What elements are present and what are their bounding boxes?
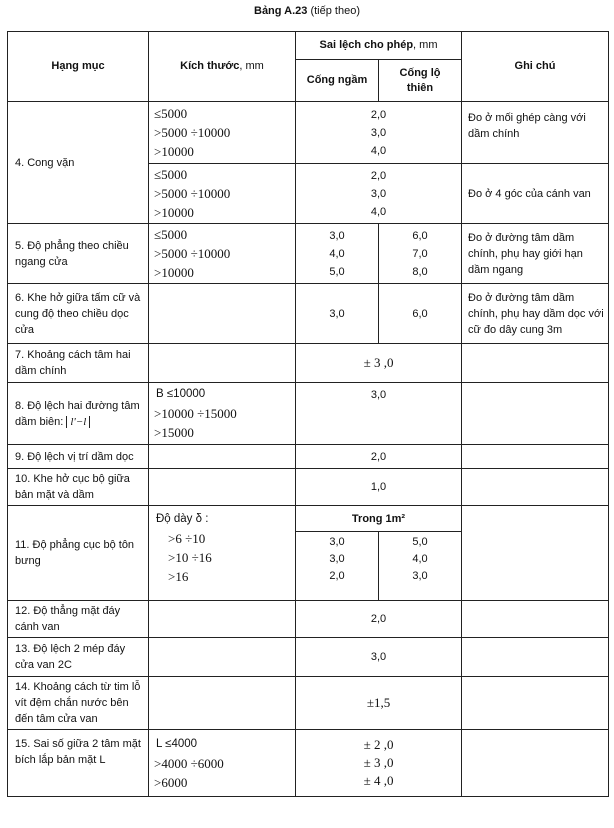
dim-value: >10000 xyxy=(154,144,194,159)
table-row xyxy=(8,284,609,344)
dim-cell xyxy=(149,445,296,469)
note-cell: Đo ở 4 góc của cánh van xyxy=(462,164,609,224)
header-kich-thuoc xyxy=(149,32,296,102)
tolerance-value: 2,0 xyxy=(370,108,387,121)
row-label: 4. Cong vặn xyxy=(8,102,149,224)
tolerance-value: 6,0 xyxy=(412,229,428,242)
tolerance-value: 3,0 xyxy=(329,553,345,565)
cong-ngam-cell: 3,0 xyxy=(296,284,379,344)
note-cell: Đo ở mối ghép càng với dầm chính xyxy=(462,102,609,164)
dim-value: >16 xyxy=(168,569,189,584)
table-row xyxy=(8,469,609,506)
cong-ngam-cell xyxy=(296,224,379,284)
tolerance-value: 4,0 xyxy=(370,144,387,157)
note-cell xyxy=(462,638,609,677)
tolerance-value: 2,0 xyxy=(370,169,387,182)
caption-rest: (tiếp theo) xyxy=(310,5,360,17)
tolerance-cell: 2,0 xyxy=(296,445,462,469)
tolerance-value: 5,0 xyxy=(329,265,345,278)
dim-value: ≤5000 xyxy=(154,106,188,121)
cong-lo-thien-cell: 6,0 xyxy=(379,284,462,344)
dim-cell xyxy=(149,164,296,224)
cong-ngam-cell xyxy=(296,532,379,601)
dim-value: >10000 xyxy=(154,205,194,220)
note-cell xyxy=(462,730,609,797)
header-sai-lech-unit: , mm xyxy=(413,39,438,51)
tolerance-cell: ±1,5 xyxy=(296,677,462,730)
row-label: 12. Độ thẳng mặt đáy cánh van xyxy=(8,601,149,638)
table-caption xyxy=(0,5,614,17)
table-row xyxy=(8,224,609,284)
table-row xyxy=(8,677,609,730)
table-row xyxy=(8,102,609,164)
formula: l'−l xyxy=(66,416,90,428)
row-label: 11. Độ phẳng cục bộ tôn bưng xyxy=(8,506,149,601)
table-row xyxy=(8,383,609,445)
tolerance-cell: ± 3 ,0 xyxy=(296,344,462,383)
dim-value: L ≤4000 xyxy=(156,737,198,750)
dim-title: Độ dày δ : xyxy=(156,513,209,525)
row-label: 6. Khe hở giữa tấm cữ và cung độ theo chiều dọc cửa xyxy=(8,284,149,344)
dim-value: >5000 ÷10000 xyxy=(154,186,231,201)
row-label: 9. Độ lệch vị trí dầm dọc xyxy=(8,445,149,469)
dim-cell xyxy=(149,224,296,284)
dim-value: >10000 xyxy=(154,265,194,280)
table-row xyxy=(8,344,609,383)
table-row xyxy=(8,506,609,532)
header-ghi-chu: Ghi chú xyxy=(462,32,609,102)
tolerance-cell xyxy=(296,730,462,797)
dim-cell xyxy=(149,730,296,797)
tolerance-value: ± 2 ,0 xyxy=(363,737,394,752)
tolerance-cell xyxy=(296,102,462,164)
dim-value: >10 ÷16 xyxy=(168,550,212,565)
note-cell: Đo ở đường tâm dầm chính, phụ hay dầm dọc với cữ đo dây cung 3m xyxy=(462,284,609,344)
row-label: 14. Khoảng cách từ tim lỗ vít đệm chắn nước bên đến tâm cửa van xyxy=(8,677,149,730)
row-label-text: 8. Độ lệch hai đường tâm dầm biên: xyxy=(15,399,140,428)
note-cell xyxy=(462,601,609,638)
tolerance-cell xyxy=(296,164,462,224)
dim-cell xyxy=(149,102,296,164)
table-row xyxy=(8,601,609,638)
table-row xyxy=(8,445,609,469)
dim-cell xyxy=(149,506,296,601)
dim-value: >5000 ÷10000 xyxy=(154,246,231,261)
tolerance-value: 3,0 xyxy=(329,229,345,242)
note-cell: Đo ở đường tâm dầm chính, phụ hay giới hạn dầm ngang xyxy=(462,224,609,284)
note-cell xyxy=(462,445,609,469)
tolerance-value: 3,0 xyxy=(370,187,387,200)
tolerance-cell: 3,0 xyxy=(296,638,462,677)
tolerance-value: 4,0 xyxy=(412,553,428,565)
tolerance-cell: 2,0 xyxy=(296,601,462,638)
dim-cell xyxy=(149,344,296,383)
tolerance-cell: 1,0 xyxy=(296,469,462,506)
header-kich-thuoc-text: Kích thước xyxy=(180,60,240,72)
row-label: 15. Sai số giữa 2 tâm mặt bích lắp bản mặt L xyxy=(8,730,149,797)
header-cong-lo-thien: Cống lộ thiên xyxy=(379,60,462,102)
dim-value: >15000 xyxy=(154,425,194,440)
table-row xyxy=(8,730,609,797)
dim-cell xyxy=(149,601,296,638)
note-cell xyxy=(462,383,609,445)
dim-cell xyxy=(149,383,296,445)
dim-value: >10000 ÷15000 xyxy=(154,406,237,421)
note-cell xyxy=(462,469,609,506)
cong-lo-thien-cell xyxy=(379,532,462,601)
row-label xyxy=(8,383,149,445)
tolerance-value: ± 3 ,0 xyxy=(363,755,394,770)
dim-value: ≤5000 xyxy=(154,167,188,182)
header-sai-lech xyxy=(296,32,462,60)
header-hang-muc: Hạng mục xyxy=(8,32,149,102)
dim-value: >4000 ÷6000 xyxy=(154,755,224,771)
tolerance-value: 2,0 xyxy=(329,570,345,582)
tolerance-value: 4,0 xyxy=(370,205,387,218)
tolerance-value: 8,0 xyxy=(412,265,428,278)
dim-value: >6000 xyxy=(154,774,188,790)
header-kich-thuoc-unit: , mm xyxy=(239,60,264,72)
row-label: 7. Khoảng cách tâm hai dầm chính xyxy=(8,344,149,383)
tolerance-value: 3,0 xyxy=(329,536,345,548)
row-label: 13. Độ lệch 2 mép đáy cửa van 2C xyxy=(8,638,149,677)
dim-cell xyxy=(149,638,296,677)
dim-value: B ≤10000 xyxy=(156,388,206,400)
table-row xyxy=(8,638,609,677)
note-cell xyxy=(462,677,609,730)
sub-header-trong-1m2: Trong 1m² xyxy=(296,506,462,532)
tolerance-table xyxy=(7,31,609,797)
tolerance-cell: 3,0 xyxy=(296,383,462,445)
header-cong-ngam: Cống ngầm xyxy=(296,60,379,102)
note-cell xyxy=(462,344,609,383)
tolerance-value: 3,0 xyxy=(412,570,428,582)
tolerance-value: 5,0 xyxy=(412,536,428,548)
cong-lo-thien-cell xyxy=(379,224,462,284)
tolerance-value: ± 4 ,0 xyxy=(363,773,394,788)
dim-cell xyxy=(149,469,296,506)
header-sai-lech-text: Sai lệch cho phép xyxy=(319,39,414,51)
dim-cell xyxy=(149,284,296,344)
tolerance-value: 7,0 xyxy=(412,247,428,260)
dim-cell xyxy=(149,677,296,730)
row-label: 5. Độ phẳng theo chiều ngang cửa xyxy=(8,224,149,284)
caption-bold: Bảng A.23 xyxy=(254,5,308,17)
note-cell xyxy=(462,506,609,601)
row-label: 10. Khe hở cục bộ giữa bản mặt và dầm xyxy=(8,469,149,506)
dim-value: ≤5000 xyxy=(154,227,188,242)
dim-value: >6 ÷10 xyxy=(168,531,206,546)
tolerance-value: 4,0 xyxy=(329,247,345,260)
dim-value: >5000 ÷10000 xyxy=(154,125,231,140)
tolerance-value: 3,0 xyxy=(370,126,387,139)
